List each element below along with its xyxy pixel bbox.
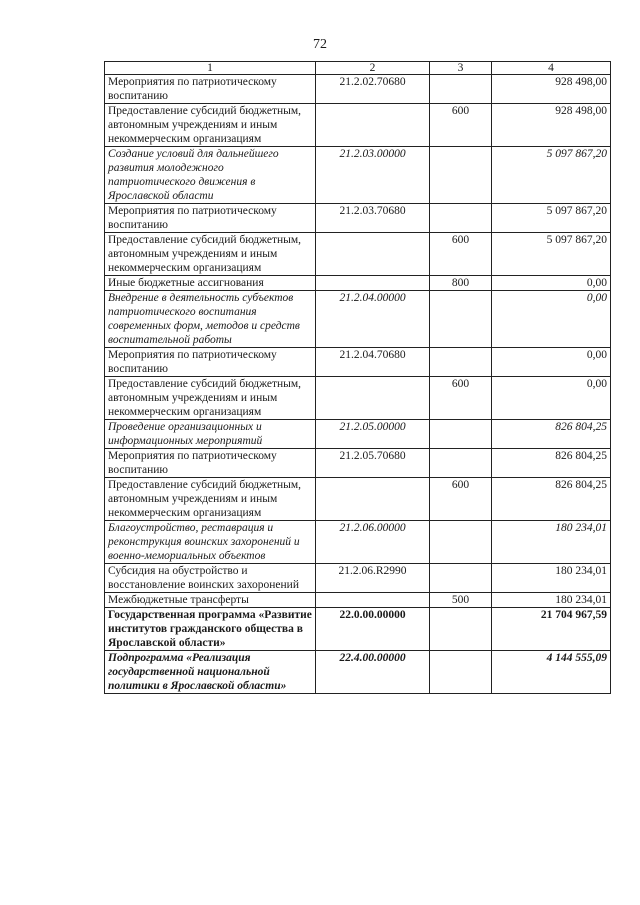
table-row <box>105 521 611 564</box>
table-row <box>105 420 611 449</box>
row-sum: 826 804,25 <box>492 449 611 478</box>
table-header-row <box>105 62 611 75</box>
row-sum: 0,00 <box>492 291 611 348</box>
table-row <box>105 593 611 608</box>
row-sum: 5 097 867,20 <box>492 147 611 204</box>
row-name: Мероприятия по патриотическому воспитанию <box>105 204 316 233</box>
table-row <box>105 651 611 694</box>
row-sum: 180 234,01 <box>492 564 611 593</box>
row-name: Государственная программа «Развитие институтов гражданского общества в Ярославской области» <box>105 608 316 651</box>
column-header-name: 1 <box>105 62 316 75</box>
row-name: Подпрограмма «Реализация государственной национальной политики в Ярославской области» <box>105 651 316 694</box>
row-name: Субсидия на обустройство и восстановление воинских захоронений <box>105 564 316 593</box>
table-row <box>105 608 611 651</box>
row-name: Предоставление субсидий бюджетным, автономным учреждениям и иным некоммерческим организациям <box>105 233 316 276</box>
row-sum: 0,00 <box>492 377 611 420</box>
row-kvr <box>430 420 492 449</box>
row-code <box>316 377 430 420</box>
row-code: 21.2.04.70680 <box>316 348 430 377</box>
row-kvr <box>430 291 492 348</box>
row-code <box>316 233 430 276</box>
row-name: Внедрение в деятельность субъектов патриотического воспитания современных форм, методов и средств воспитательной работы <box>105 291 316 348</box>
row-code: 21.2.06.00000 <box>316 521 430 564</box>
row-code: 21.2.05.00000 <box>316 420 430 449</box>
table-row <box>105 75 611 104</box>
row-kvr <box>430 521 492 564</box>
row-kvr <box>430 147 492 204</box>
row-kvr: 500 <box>430 593 492 608</box>
row-name: Создание условий для дальнейшего развития молодежного патриотического движения в Ярославской области <box>105 147 316 204</box>
row-code: 21.2.05.70680 <box>316 449 430 478</box>
row-code: 21.2.02.70680 <box>316 75 430 104</box>
table-row <box>105 564 611 593</box>
row-name: Межбюджетные трансферты <box>105 593 316 608</box>
table-row <box>105 348 611 377</box>
row-sum: 180 234,01 <box>492 521 611 564</box>
row-code: 21.2.06.R2990 <box>316 564 430 593</box>
row-kvr: 600 <box>430 478 492 521</box>
row-code: 22.0.00.00000 <box>316 608 430 651</box>
row-kvr <box>430 204 492 233</box>
row-code <box>316 593 430 608</box>
row-sum: 0,00 <box>492 348 611 377</box>
table-row <box>105 377 611 420</box>
row-name: Предоставление субсидий бюджетным, автономным учреждениям и иным некоммерческим организациям <box>105 104 316 147</box>
row-kvr: 600 <box>430 233 492 276</box>
row-sum: 928 498,00 <box>492 104 611 147</box>
table-row <box>105 276 611 291</box>
budget-table <box>104 61 611 694</box>
row-kvr: 600 <box>430 104 492 147</box>
row-code: 22.4.00.00000 <box>316 651 430 694</box>
row-code: 21.2.03.70680 <box>316 204 430 233</box>
table-row <box>105 147 611 204</box>
row-sum: 5 097 867,20 <box>492 204 611 233</box>
row-kvr <box>430 348 492 377</box>
row-code: 21.2.04.00000 <box>316 291 430 348</box>
table-row <box>105 449 611 478</box>
row-code <box>316 104 430 147</box>
column-header-sum: 4 <box>492 62 611 75</box>
row-code <box>316 478 430 521</box>
row-kvr: 600 <box>430 377 492 420</box>
row-kvr <box>430 564 492 593</box>
row-sum: 0,00 <box>492 276 611 291</box>
row-code: 21.2.03.00000 <box>316 147 430 204</box>
row-name: Мероприятия по патриотическому воспитанию <box>105 449 316 478</box>
row-name: Предоставление субсидий бюджетным, автономным учреждениям и иным некоммерческим организациям <box>105 377 316 420</box>
row-sum: 826 804,25 <box>492 478 611 521</box>
row-sum: 826 804,25 <box>492 420 611 449</box>
row-name: Проведение организационных и информационных мероприятий <box>105 420 316 449</box>
row-sum: 5 097 867,20 <box>492 233 611 276</box>
table-row <box>105 104 611 147</box>
row-kvr <box>430 75 492 104</box>
row-sum: 4 144 555,09 <box>492 651 611 694</box>
table-row <box>105 291 611 348</box>
column-header-kvr: 3 <box>430 62 492 75</box>
row-sum: 21 704 967,59 <box>492 608 611 651</box>
page-number: 72 <box>313 37 327 52</box>
row-sum: 928 498,00 <box>492 75 611 104</box>
column-header-code: 2 <box>316 62 430 75</box>
row-kvr: 800 <box>430 276 492 291</box>
row-name: Предоставление субсидий бюджетным, автономным учреждениям и иным некоммерческим организациям <box>105 478 316 521</box>
row-sum: 180 234,01 <box>492 593 611 608</box>
table-row <box>105 204 611 233</box>
table-row <box>105 478 611 521</box>
row-kvr <box>430 449 492 478</box>
table-row <box>105 233 611 276</box>
row-name: Благоустройство, реставрация и реконструкция воинских захоронений и военно-мемориальных объектов <box>105 521 316 564</box>
row-name: Мероприятия по патриотическому воспитанию <box>105 348 316 377</box>
row-name: Мероприятия по патриотическому воспитанию <box>105 75 316 104</box>
row-kvr <box>430 608 492 651</box>
row-code <box>316 276 430 291</box>
row-kvr <box>430 651 492 694</box>
row-name: Иные бюджетные ассигнования <box>105 276 316 291</box>
